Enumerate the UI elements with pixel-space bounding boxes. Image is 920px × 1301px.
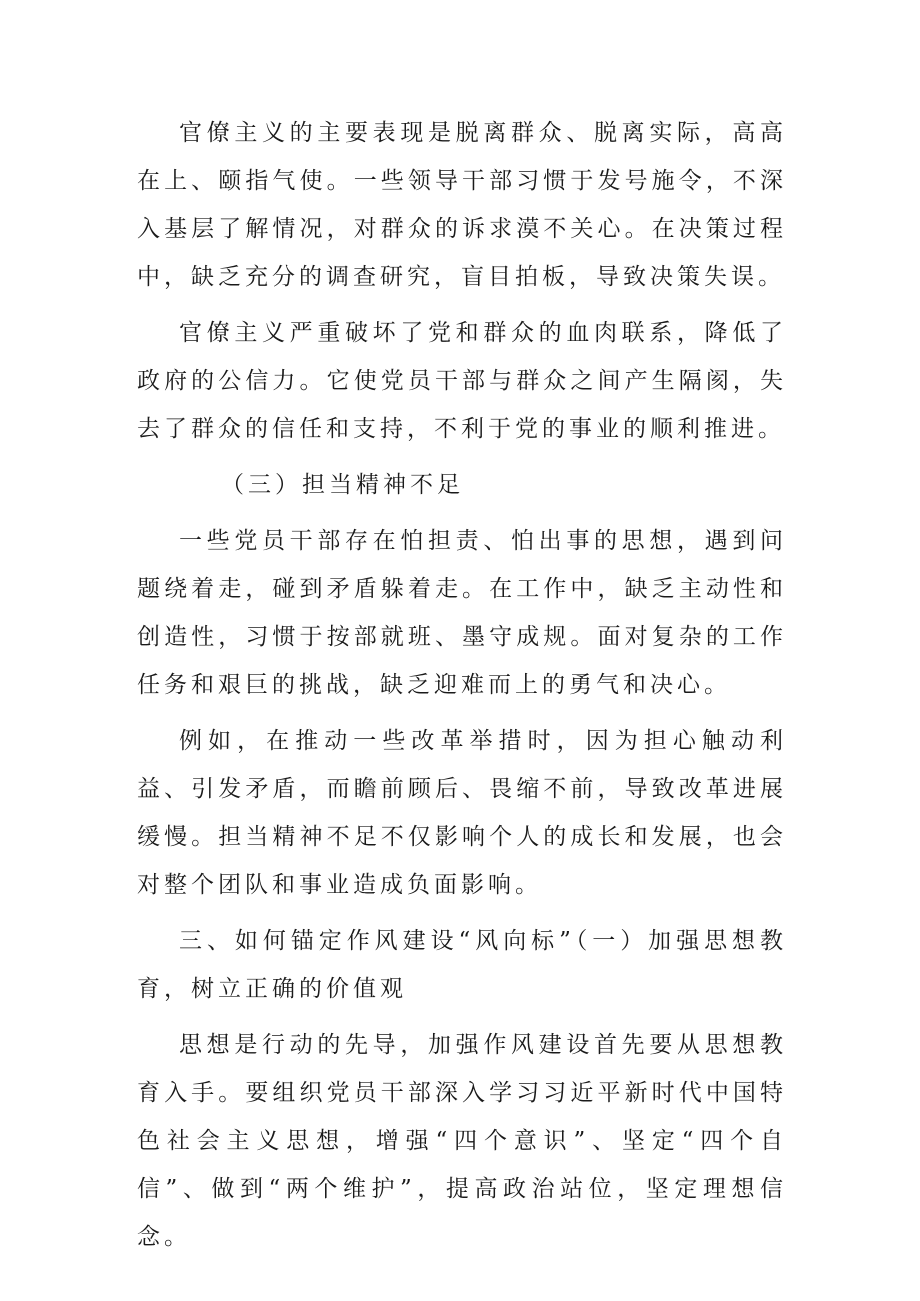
subheading-text: （三）担当精神不足	[221, 472, 464, 498]
section-heading-how-to-anchor: 三、如何锚定作风建设“风向标”（一）加强思想教育，树立正确的价值观	[137, 928, 787, 1002]
document-body	[137, 109, 787, 1269]
paragraph-ideological-education: 思想是行动的先导，加强作风建设首先要从思想教育入手。要组织党员干部深入学习习近平新时代中国特色社会主义思想，增强“四个意识”、坚定“四个自信”、做到“两个维护”，提高政治站位，坚定理想信念。	[137, 1032, 787, 1250]
paragraph-bureaucratism-harm: 官僚主义严重破坏了党和群众的血肉联系，降低了政府的公信力。它使党员干部与群众之间产生隔阂，失去了群众的信任和支持，不利于党的事业的顺利推进。	[137, 320, 787, 442]
paragraph-avoid-responsibility: 一些党员干部存在怕担责、怕出事的思想，遇到问题绕着走，碰到矛盾躲着走。在工作中，缺乏主动性和创造性，习惯于按部就班、墨守成规。面对复杂的工作任务和艰巨的挑战，缺乏迎难而上的勇气和决心。	[137, 528, 787, 698]
paragraph-reform-example: 例如，在推动一些改革举措时，因为担心触动利益、引发矛盾，而瞻前顾后、畏缩不前，导致改革进展缓慢。担当精神不足不仅影响个人的成长和发展，也会对整个团队和事业造成负面影响。	[137, 728, 787, 898]
paragraph-bureaucratism-manifestations: 官僚主义的主要表现是脱离群众、脱离实际，高高在上、颐指气使。一些领导干部习惯于发号施令，不深入基层了解情况，对群众的诉求漠不关心。在决策过程中，缺乏充分的调查研究，盲目拍板，导致决策失误。	[137, 120, 787, 290]
subheading-insufficient-responsibility	[137, 461, 787, 509]
